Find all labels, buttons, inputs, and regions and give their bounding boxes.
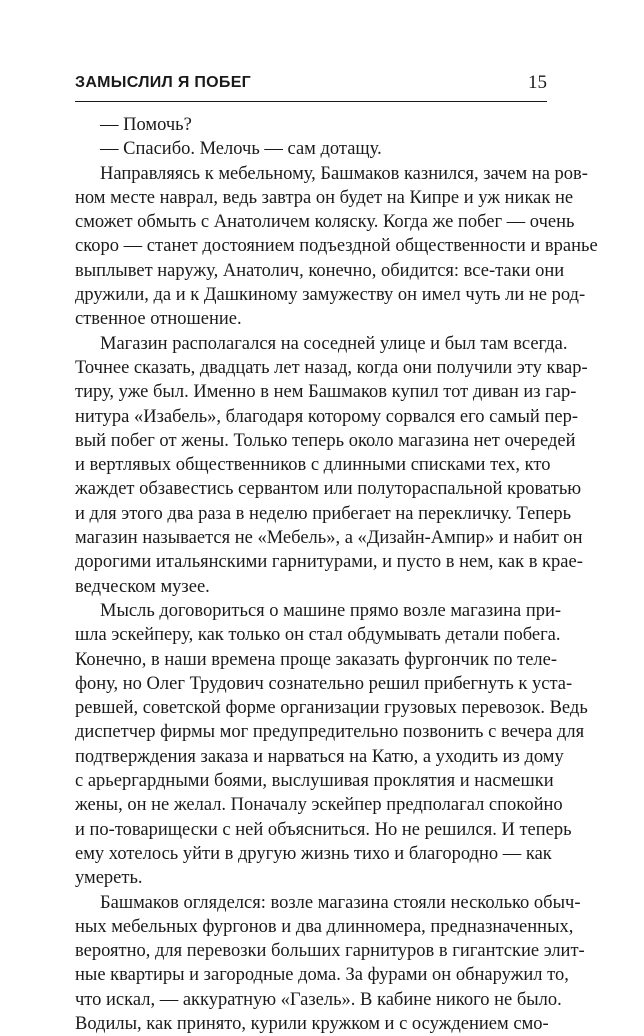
text-line: Точнее сказать, двадцать лет назад, когда они получили эту квар- <box>75 356 547 380</box>
text-line: сможет обмыть с Анатоличем коляску. Когда же побег — очень <box>75 210 547 234</box>
text-line: — Помочь? <box>75 113 547 137</box>
text-line: — Спасибо. Мелочь — сам дотащу. <box>75 137 547 161</box>
text-line: Направляясь к мебельному, Башмаков казнился, зачем на ров- <box>75 162 547 186</box>
text-line: ему хотелось уйти в другую жизнь тихо и благородно — как <box>75 842 547 866</box>
text-line: и по-товарищески с ней объясниться. Но не решился. И теперь <box>75 818 547 842</box>
text-line: с арьергардными боями, выслушивая проклятия и насмешки <box>75 769 547 793</box>
text-line: скоро — станет достоянием подъездной общественности и вранье <box>75 234 547 258</box>
text-line: нитура «Изабель», благодаря которому сорвался его самый пер- <box>75 405 547 429</box>
text-line: вероятно, для перевозки больших гарнитуров в гигантские элит- <box>75 939 547 963</box>
text-line: Мысль договориться о машине прямо возле магазина при- <box>75 599 547 623</box>
text-line: тиру, уже был. Именно в нем Башмаков купил тот диван из гар- <box>75 380 547 404</box>
text-line: фону, но Олег Трудович сознательно решил прибегнуть к уста- <box>75 672 547 696</box>
text-line: ственное отношение. <box>75 307 547 331</box>
text-line: подтверждения заказа и нарваться на Катю, а уходить из дому <box>75 745 547 769</box>
text-line: выплывет наружу, Анатолич, конечно, обидится: все-таки они <box>75 259 547 283</box>
running-head <box>75 72 547 98</box>
text-line: ревшей, советской форме организации грузовых перевозок. Ведь <box>75 696 547 720</box>
paragraph <box>75 332 547 599</box>
paragraph <box>75 162 547 332</box>
body-text <box>75 113 547 1036</box>
text-line: вый побег от жены. Только теперь около магазина нет очередей <box>75 429 547 453</box>
text-line: ных мебельных фургонов и два длинномера, предназначенных, <box>75 915 547 939</box>
paragraph <box>75 891 547 1036</box>
header-rule <box>75 101 547 102</box>
page-number: 15 <box>528 72 547 94</box>
paragraph <box>75 113 547 137</box>
text-line: умереть. <box>75 866 547 890</box>
paragraph <box>75 599 547 891</box>
text-line: диспетчер фирмы мог предупредительно позвонить с вечера для <box>75 720 547 744</box>
text-line: и для этого два раза в неделю прибегает на перекличку. Теперь <box>75 502 547 526</box>
text-line: жены, он не желал. Поначалу эскейпер предполагал спокойно <box>75 793 547 817</box>
text-line: магазин называется не «Мебель», а «Дизайн-Ампир» и набит он <box>75 526 547 550</box>
text-line: ные квартиры и загородные дома. За фурами он обнаружил то, <box>75 963 547 987</box>
text-line: Конечно, в наши времена проще заказать фургончик по теле- <box>75 648 547 672</box>
running-title: ЗАМЫСЛИЛ Я ПОБЕГ <box>75 74 251 92</box>
paragraph <box>75 137 547 161</box>
text-line: жаждет обзавестись сервантом или полутораспальной кроватью <box>75 477 547 501</box>
text-line: шла эскейперу, как только он стал обдумывать детали побега. <box>75 623 547 647</box>
text-line: дорогими итальянскими гарнитурами, и пусто в нем, как в крае- <box>75 550 547 574</box>
text-line: Магазин располагался на соседней улице и был там всегда. <box>75 332 547 356</box>
text-line: что искал, — аккуратную «Газель». В кабине никого не было. <box>75 988 547 1012</box>
text-line: ведческом музее. <box>75 575 547 599</box>
text-line: дружили, да и к Дашкиному замужеству он имел чуть ли не род- <box>75 283 547 307</box>
text-line: Башмаков огляделся: возле магазина стояли несколько обыч- <box>75 891 547 915</box>
text-line: Водилы, как принято, курили кружком и с осуждением смо- <box>75 1012 547 1036</box>
text-line: ном месте наврал, ведь завтра он будет на Кипре и уж никак не <box>75 186 547 210</box>
text-line: и вертлявых общественников с длинными списками тех, кто <box>75 453 547 477</box>
